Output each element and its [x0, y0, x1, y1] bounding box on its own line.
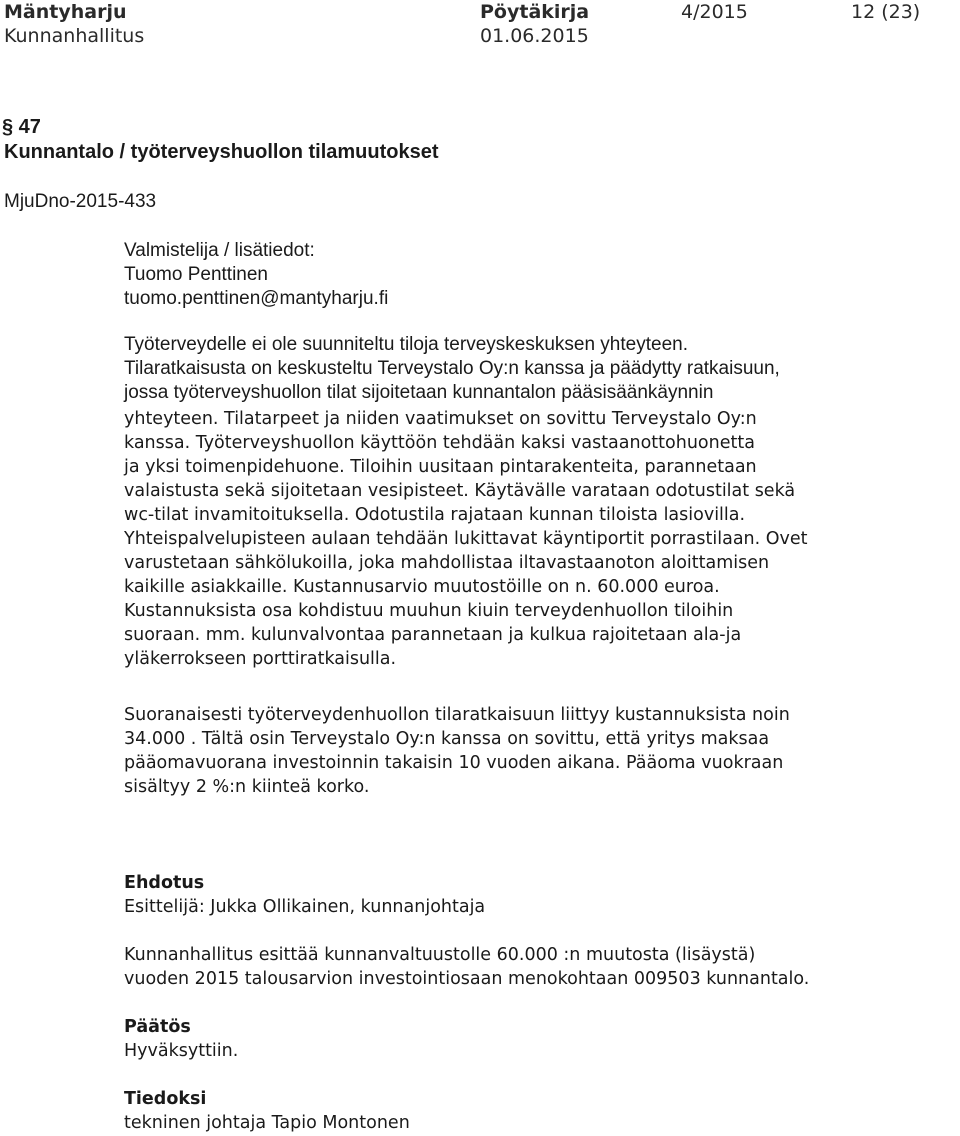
proposal-section: [124, 871, 884, 919]
diary-number: MjuDno-2015-433: [4, 191, 157, 212]
document-number: 4/2015: [681, 1, 748, 23]
preparer-info: [124, 239, 388, 311]
body-line: kanssa. Työterveyshuollon käyttöön tehdään kaksi vastaanottohuonetta: [124, 433, 755, 453]
proposal-line: Kunnanhallitus esittää kunnanvaltuustolle 60.000 :n muutosta (lisäystä): [124, 945, 756, 965]
body-line: valaistusta sekä sijoitetaan vesipisteet. Käytävälle varataan odotustilat sekä: [124, 481, 796, 501]
cost-line: Suoranaisesti työterveydenhuollon tilaratkaisuun liittyy kustannuksista noin: [124, 705, 790, 725]
decision-text: Hyväksyttiin.: [124, 1041, 239, 1061]
preparer-label: Valmistelija / lisätiedot:: [124, 240, 315, 261]
governing-body: Kunnanhallitus: [4, 25, 145, 47]
proposal-presenter: Esittelijä: Jukka Ollikainen, kunnanjohtaja: [124, 897, 486, 917]
cost-line: sisältyy 2 %:n kiinteä korko.: [124, 777, 370, 797]
meeting-date: 01.06.2015: [480, 25, 589, 47]
preparer-email: tuomo.penttinen@mantyharju.fi: [124, 288, 389, 309]
body-line: varustetaan sähkölukoilla, joka mahdollistaa iltavastaanoton aloittamisen: [124, 553, 770, 573]
body-line: yläkerrokseen porttiratkaisulla.: [124, 649, 397, 669]
section-title: Kunnantalo / työterveyshuollon tilamuutokset: [4, 141, 439, 163]
decision-section: [124, 1015, 884, 1063]
body-line: suoraan. mm. kulunvalvontaa parannetaan ja kulkua rajoitetaan ala-ja: [124, 625, 742, 645]
intro-line: jossa työterveyshuollon tilat sijoitetaan kunnantalon pääsisäänkäynnin: [124, 382, 714, 403]
body-line: Yhteispalvelupisteen aulaan tehdään lukittavat käyntiportit porrastilaan. Ovet: [124, 529, 808, 549]
proposal-line: vuoden 2015 talousarvion investointiosaan menokohtaan 009503 kunnantalo.: [124, 969, 810, 989]
intro-line: Tilaratkaisusta on keskusteltu Terveystalo Oy:n kanssa ja päädytty ratkaisuun,: [124, 358, 780, 379]
body-line: wc-tilat invamitoituksella. Odotustila rajataan kunnan tiloista lasiovilla.: [124, 505, 746, 525]
body-line: Kustannuksista osa kohdistuu muuhun kiuin terveydenhuollon tiloihin: [124, 601, 734, 621]
notices-text: tekninen johtaja Tapio Montonen: [124, 1113, 410, 1133]
organization-name: Mäntyharju: [4, 1, 127, 23]
body-line: ja yksi toimenpidehuone. Tiloihin uusitaan pintarakenteita, parannetaan: [124, 457, 757, 477]
body-line: yhteyteen. Tilatarpeet ja niiden vaatimukset on sovittu Terveystalo Oy:n: [124, 409, 757, 429]
body-line: kaikille asiakkaille. Kustannusarvio muutostöille on n. 60.000 euroa.: [124, 577, 720, 597]
page-number: 12 (23): [851, 1, 921, 23]
proposal-heading: Ehdotus: [124, 873, 205, 893]
notices-heading: Tiedoksi: [124, 1089, 207, 1109]
document-type: Pöytäkirja: [480, 1, 590, 23]
section-number: § 47: [2, 116, 41, 138]
cost-paragraph: [124, 703, 884, 799]
cost-line: 34.000 . Tältä osin Terveystalo Oy:n kanssa on sovittu, että yritys maksaa: [124, 729, 770, 749]
notices-section: [124, 1087, 884, 1135]
intro-paragraph: [124, 333, 884, 405]
preparer-name: Tuomo Penttinen: [124, 264, 268, 285]
proposal-text: [124, 943, 884, 991]
intro-line: Työterveydelle ei ole suunniteltu tiloja terveyskeskuksen yhteyteen.: [124, 334, 688, 355]
decision-heading: Päätös: [124, 1017, 191, 1037]
body-paragraph: [124, 407, 884, 671]
cost-line: pääomavuorana investoinnin takaisin 10 vuoden aikana. Pääoma vuokraan: [124, 753, 784, 773]
